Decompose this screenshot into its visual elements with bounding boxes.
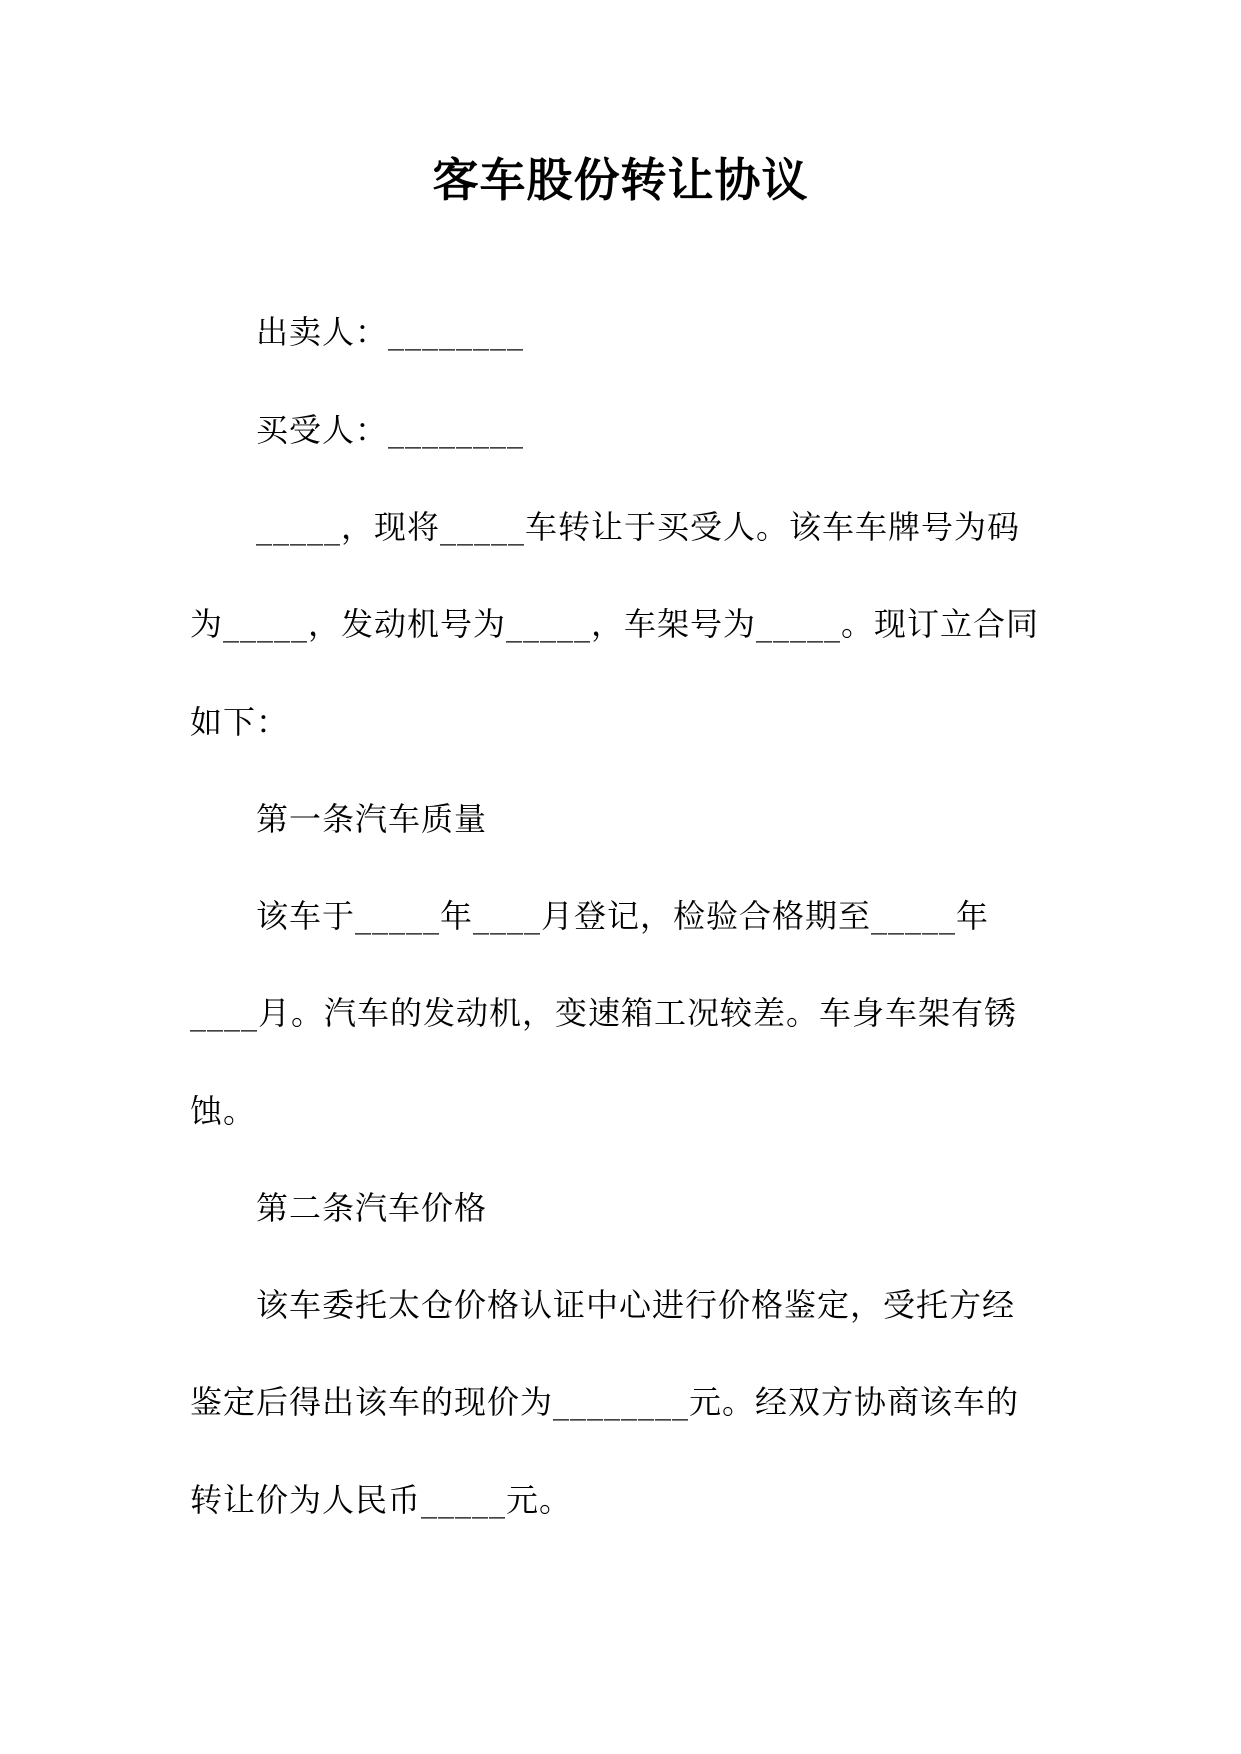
article-2-line-2: 鉴定后得出该车的现价为________元。经双方协商该车的 bbox=[190, 1383, 1020, 1421]
intro-paragraph-line-2: 为_____，发动机号为_____，车架号为_____。现订立合同 bbox=[190, 605, 1040, 643]
article-2-line-3: 转让价为人民币_____元。 bbox=[190, 1481, 573, 1519]
seller-line: 出卖人：________ bbox=[256, 313, 525, 351]
article-2-heading: 第二条汽车价格 bbox=[256, 1189, 488, 1227]
buyer-line: 买受人：________ bbox=[256, 411, 525, 449]
article-1-line-2: ____月。汽车的发动机，变速箱工况较差。车身车架有锈 bbox=[190, 994, 1018, 1032]
article-1-line-1: 该车于_____年____月登记，检验合格期至_____年 bbox=[256, 897, 990, 935]
intro-paragraph-line-3: 如下： bbox=[190, 703, 290, 741]
intro-paragraph-line-1: _____，现将_____车转让于买受人。该车车牌号为码 bbox=[256, 508, 1021, 546]
article-1-heading: 第一条汽车质量 bbox=[256, 800, 488, 838]
document-title: 客车股份转让协议 bbox=[432, 153, 809, 207]
article-2-line-1: 该车委托太仓价格认证中心进行价格鉴定，受托方经 bbox=[256, 1286, 1016, 1324]
article-1-line-3: 蚀。 bbox=[190, 1092, 257, 1130]
